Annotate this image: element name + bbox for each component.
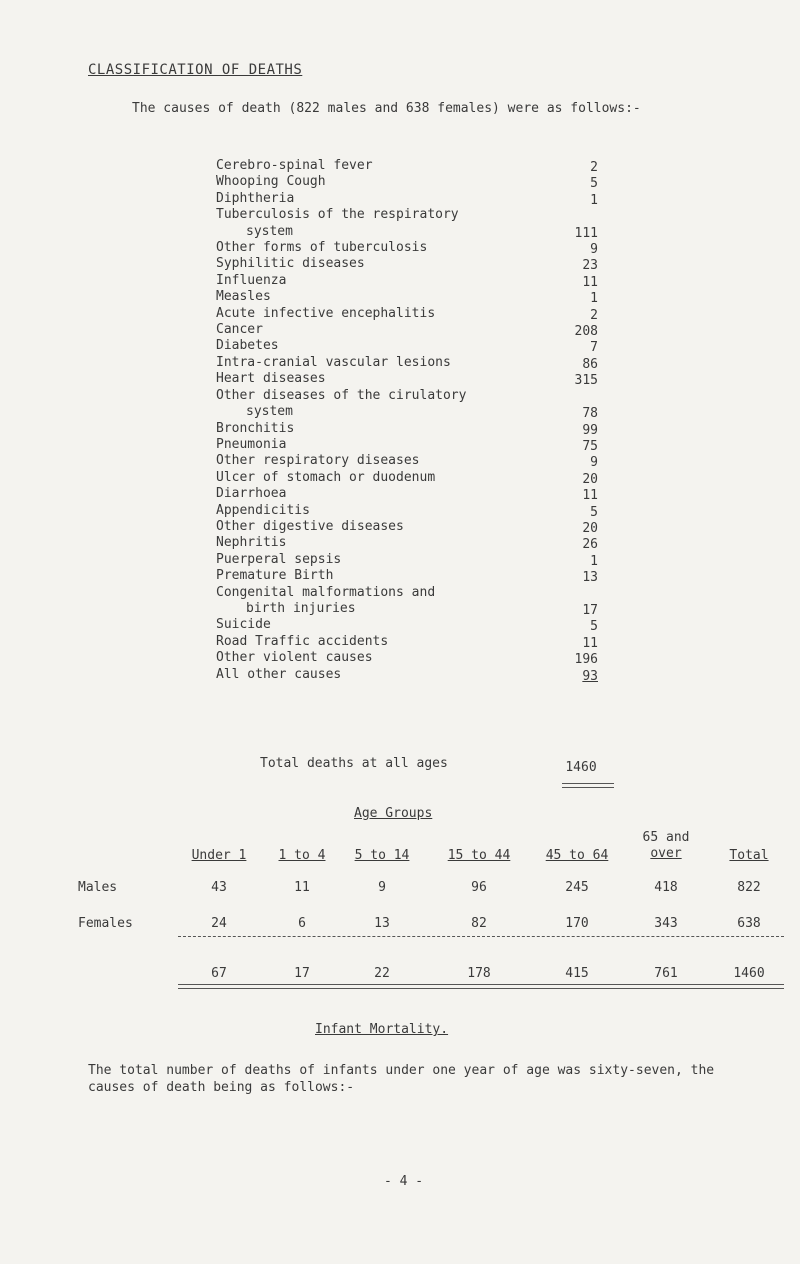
header-65-line1: 65 and: [642, 830, 690, 845]
cause-name-line: Ulcer of stomach or duodenum: [216, 469, 436, 485]
header-5-to-14: 5 to 14: [354, 848, 410, 863]
cause-row: [216, 453, 616, 469]
table-cell: 170: [565, 916, 589, 931]
cause-row: [216, 338, 616, 354]
cause-name-line: Premature Birth: [216, 568, 334, 584]
cause-count: 23: [582, 258, 598, 274]
cause-count: 17: [582, 602, 598, 618]
cause-count: 20: [582, 520, 598, 536]
age-groups-title: Age Groups: [354, 806, 433, 821]
header-65-and-over: [626, 830, 706, 861]
header-65-line2: over: [650, 846, 682, 861]
cause-name-line: Heart diseases: [216, 371, 326, 387]
table-cell: 96: [471, 880, 487, 895]
cause-name-line: Acute infective encephalitis: [216, 305, 436, 321]
cause-count: 1: [590, 553, 598, 569]
table-cell: 822: [737, 880, 761, 895]
cause-count: 196: [574, 652, 598, 668]
cause-name-line: All other causes: [216, 666, 342, 682]
cause-row: [216, 158, 616, 174]
cause-count: 93: [582, 668, 598, 684]
header-1-to-4: 1 to 4: [278, 848, 326, 863]
cause-name-line: Diabetes: [216, 338, 279, 354]
table-total-cell: 22: [374, 966, 390, 981]
table-cell: 343: [654, 916, 678, 931]
cause-row: [216, 617, 616, 633]
total-double-underline: [562, 783, 614, 788]
cause-name-line: Pneumonia: [216, 436, 287, 452]
cause-row: [216, 388, 616, 421]
cause-count: 13: [582, 570, 598, 586]
cause-row: [216, 486, 616, 502]
cause-count: 111: [574, 225, 598, 241]
cause-row: [216, 585, 616, 618]
cause-count: 78: [582, 406, 598, 422]
infant-mortality-text: The total number of deaths of infants under one year of age was sixty-seven, the causes of death being as follows:-: [88, 1063, 715, 1095]
cause-count: 208: [574, 324, 598, 340]
cause-name-continuation: birth injuries: [246, 600, 356, 616]
table-total-cell: 67: [211, 966, 227, 981]
table-cell: 245: [565, 880, 589, 895]
cause-count: 9: [590, 242, 598, 258]
cause-name-line: Road Traffic accidents: [216, 633, 389, 649]
cause-row: [216, 207, 616, 240]
cause-count: 1: [590, 291, 598, 307]
cause-name-line: Syphilitic diseases: [216, 256, 365, 272]
cause-row: [216, 552, 616, 568]
cause-name-line: Measles: [216, 289, 271, 305]
cause-count: 11: [582, 274, 598, 290]
cause-name-line: Cancer: [216, 322, 263, 338]
cause-count: 20: [582, 471, 598, 487]
cause-name-line: Suicide: [216, 617, 271, 633]
cause-count: 2: [590, 307, 598, 323]
table-cell: 638: [737, 916, 761, 931]
table-cell: 43: [211, 880, 227, 895]
table-total-cell: 415: [565, 966, 589, 981]
cause-count: 11: [582, 635, 598, 651]
cause-row: [216, 421, 616, 437]
table-cell: 82: [471, 916, 487, 931]
cause-name-line: Puerperal sepsis: [216, 551, 342, 567]
totals-double-underline: [178, 984, 784, 989]
page-heading: CLASSIFICATION OF DEATHS: [88, 62, 303, 78]
cause-count: 7: [590, 340, 598, 356]
cause-name-line: Other respiratory diseases: [216, 453, 420, 469]
header-45-to-64: 45 to 64: [545, 848, 609, 863]
cause-row: [216, 355, 616, 371]
cause-name-continuation: system: [246, 404, 293, 420]
cause-count: 1: [590, 192, 598, 208]
cause-row: [216, 289, 616, 305]
cause-row: [216, 667, 616, 683]
cause-name-line: Intra-cranial vascular lesions: [216, 354, 451, 370]
cause-count: 5: [590, 176, 598, 192]
table-cell: 9: [378, 880, 386, 895]
cause-row: [216, 322, 616, 338]
cause-count: 2: [590, 160, 598, 175]
cause-row: [216, 470, 616, 486]
cause-count: 5: [590, 619, 598, 635]
row-label-females: Females: [78, 916, 133, 931]
table-total-cell: 17: [294, 966, 310, 981]
page-number: - 4 -: [384, 1174, 424, 1189]
cause-name-continuation: system: [246, 223, 293, 239]
cause-count: 11: [582, 488, 598, 504]
cause-row: [216, 519, 616, 535]
cause-row: [216, 634, 616, 650]
total-deaths-value: 1460: [565, 760, 597, 775]
cause-name-line: Diphtheria: [216, 190, 295, 206]
cause-count: 5: [590, 504, 598, 520]
cause-name-line: Nephritis: [216, 535, 287, 551]
header-15-to-44: 15 to 44: [447, 848, 511, 863]
cause-name-line: Appendicitis: [216, 502, 310, 518]
cause-row: [216, 503, 616, 519]
cause-count: 86: [582, 356, 598, 372]
cause-count: 26: [582, 537, 598, 553]
row-label-males: Males: [78, 880, 118, 895]
cause-row: [216, 256, 616, 272]
cause-row: [216, 191, 616, 207]
cause-count: 75: [582, 438, 598, 454]
cause-row: [216, 535, 616, 551]
cause-row: [216, 273, 616, 289]
cause-count: 99: [582, 422, 598, 438]
cause-row: [216, 437, 616, 453]
table-total-cell: 761: [654, 966, 678, 981]
cause-row: [216, 306, 616, 322]
females-underline: [178, 936, 784, 937]
cause-name-line: Tuberculosis of the respiratory: [216, 207, 459, 223]
cause-row: [216, 174, 616, 190]
cause-name-line: Bronchitis: [216, 420, 295, 436]
intro-paragraph: [88, 100, 748, 118]
cause-row: [216, 371, 616, 387]
cause-name-line: Other violent causes: [216, 650, 373, 666]
infant-mortality-title: Infant Mortality.: [315, 1022, 449, 1037]
total-deaths-label: Total deaths at all ages: [260, 756, 448, 771]
header-under-1: Under 1: [191, 848, 247, 863]
cause-name-line: Congenital malformations and: [216, 584, 436, 600]
table-cell: 24: [211, 916, 227, 931]
table-cell: 11: [294, 880, 310, 895]
cause-name-line: Other diseases of the cirulatory: [216, 387, 467, 403]
cause-name-line: Whooping Cough: [216, 174, 326, 190]
table-total-cell: 1460: [733, 966, 765, 981]
cause-name-line: Other forms of tuberculosis: [216, 240, 428, 256]
intro-text: The causes of death (822 males and 638 females) were as follows:-: [132, 101, 641, 116]
cause-count: 9: [590, 455, 598, 471]
cause-row: [216, 240, 616, 256]
cause-row: [216, 650, 616, 666]
cause-name-line: Other digestive diseases: [216, 518, 404, 534]
table-cell: 418: [654, 880, 678, 895]
table-cell: 13: [374, 916, 390, 931]
cause-row: [216, 568, 616, 584]
cause-name-line: Diarrhoea: [216, 486, 287, 502]
cause-count: 315: [574, 373, 598, 389]
causes-list: [216, 158, 616, 683]
header-total: Total: [729, 848, 769, 863]
table-cell: 6: [298, 916, 306, 931]
table-total-cell: 178: [467, 966, 491, 981]
cause-name-line: Cerebro-spinal fever: [216, 158, 373, 173]
total-deaths-row: [260, 756, 616, 775]
cause-name-line: Influenza: [216, 272, 287, 288]
